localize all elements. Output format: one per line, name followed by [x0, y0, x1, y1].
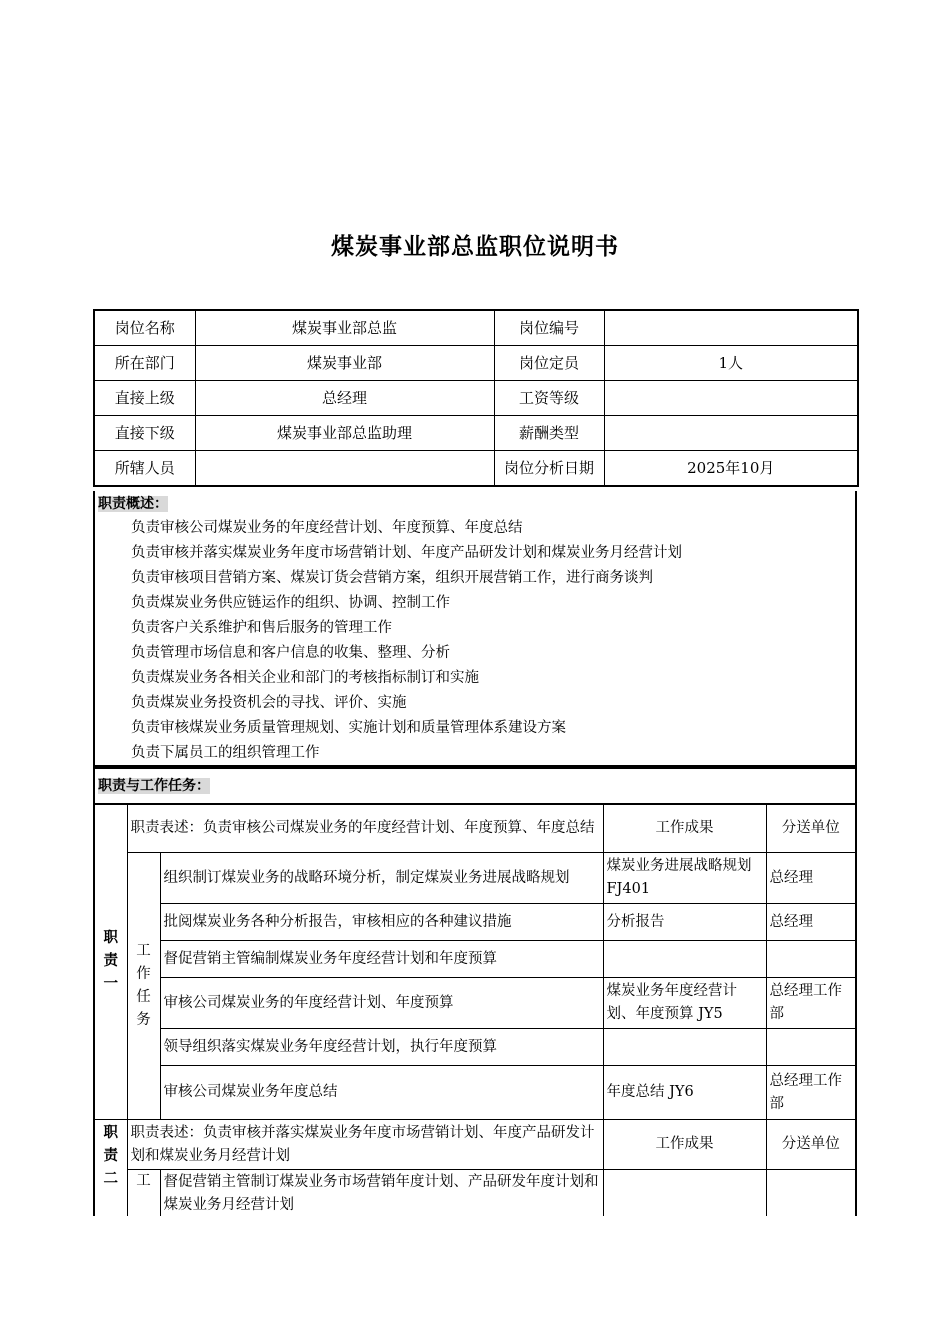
duty1-desc: 职责表述：负责审核公司煤炭业务的年度经营计划、年度预算、年度总结	[127, 804, 603, 853]
table-row	[94, 804, 856, 853]
table-row	[94, 1066, 856, 1120]
table-row	[94, 1170, 856, 1218]
task-label: 工作任务	[127, 853, 160, 1120]
task-text: 督促营销主管编制煤炭业务年度经营计划和年度预算	[160, 941, 603, 978]
task-text: 督促营销主管制订煤炭业务市场营销年度计划、产品研发年度计划和煤炭业务月经营计划	[160, 1170, 603, 1218]
table-row	[94, 310, 858, 346]
summary-item: 负责客户关系维护和售后服务的管理工作	[131, 620, 392, 636]
info-label: 工资等级	[494, 381, 604, 416]
summary-item: 负责煤炭业务各相关企业和部门的考核指标制订和实施	[131, 670, 479, 686]
task-label: 工	[127, 1170, 160, 1218]
summary-item: 负责下属员工的组织管理工作	[131, 745, 320, 761]
task-dest	[766, 1170, 856, 1218]
task-result: 年度总结 JY6	[603, 1066, 766, 1120]
position-info-table	[93, 309, 859, 487]
summary-heading: 职责概述：	[98, 496, 168, 512]
task-dest: 总经理工作部	[766, 978, 856, 1029]
info-label: 直接上级	[94, 381, 195, 416]
info-label: 岗位名称	[94, 310, 195, 346]
col-result-header: 工作成果	[603, 804, 766, 853]
summary-item: 负责煤炭业务供应链运作的组织、协调、控制工作	[131, 595, 450, 611]
table-row	[94, 1029, 856, 1066]
info-value	[604, 310, 858, 346]
info-value: 煤炭事业部总监	[195, 310, 494, 346]
task-text: 审核公司煤炭业务年度总结	[160, 1066, 603, 1120]
page-title: 煤炭事业部总监职位说明书	[331, 234, 619, 260]
summary-item: 负责审核项目营销方案、煤炭订货会营销方案，组织开展营销工作，进行商务谈判	[131, 570, 653, 586]
col-dest-header: 分送单位	[766, 804, 856, 853]
table-row	[94, 941, 856, 978]
table-row	[94, 451, 858, 487]
duties-heading: 职责与工作任务：	[98, 778, 210, 794]
table-row	[94, 346, 858, 381]
summary-item: 负责管理市场信息和客户信息的收集、整理、分析	[131, 645, 450, 661]
duties-heading-bar	[93, 767, 857, 805]
table-row	[94, 853, 856, 904]
task-dest: 总经理	[766, 853, 856, 904]
info-value: 总经理	[195, 381, 494, 416]
task-text: 审核公司煤炭业务的年度经营计划、年度预算	[160, 978, 603, 1029]
info-value	[195, 451, 494, 487]
task-result	[603, 941, 766, 978]
task-text: 批阅煤炭业务各种分析报告，审核相应的各种建议措施	[160, 904, 603, 941]
col-dest-header: 分送单位	[766, 1120, 856, 1170]
info-label: 薪酬类型	[494, 416, 604, 451]
summary-item: 负责审核并落实煤炭业务年度市场营销计划、年度产品研发计划和煤炭业务月经营计划	[131, 545, 682, 561]
page-bottom-margin	[0, 1216, 950, 1344]
duty2-label: 职责二	[94, 1120, 127, 1218]
summary-item: 负责审核煤炭业务质量管理规划、实施计划和质量管理体系建设方案	[131, 720, 566, 736]
table-row	[94, 904, 856, 941]
info-value: 2025年10月	[604, 451, 858, 487]
task-result	[603, 1170, 766, 1218]
duty1-label: 职责一	[94, 804, 127, 1120]
table-row	[94, 381, 858, 416]
info-label: 所辖人员	[94, 451, 195, 487]
info-label: 岗位编号	[494, 310, 604, 346]
info-value	[604, 381, 858, 416]
info-value: 煤炭事业部总监助理	[195, 416, 494, 451]
task-text: 组织制订煤炭业务的战略环境分析，制定煤炭业务进展战略规划	[160, 853, 603, 904]
summary-item: 负责煤炭业务投资机会的寻找、评价、实施	[131, 695, 407, 711]
task-text: 领导组织落实煤炭业务年度经营计划，执行年度预算	[160, 1029, 603, 1066]
task-dest: 总经理工作部	[766, 1066, 856, 1120]
task-result: 煤炭业务进展战略规划 FJ401	[603, 853, 766, 904]
table-row	[94, 1120, 856, 1170]
table-row	[94, 978, 856, 1029]
duty-summary-section	[93, 491, 857, 767]
duty2-desc: 职责表述：负责审核并落实煤炭业务年度市场营销计划、年度产品研发计划和煤炭业务月经营计划	[127, 1120, 603, 1170]
info-value	[604, 416, 858, 451]
duties-table	[93, 803, 857, 1218]
table-row	[94, 416, 858, 451]
info-label: 直接下级	[94, 416, 195, 451]
task-dest	[766, 1029, 856, 1066]
info-label: 所在部门	[94, 346, 195, 381]
col-result-header: 工作成果	[603, 1120, 766, 1170]
task-result	[603, 1029, 766, 1066]
task-dest: 总经理	[766, 904, 856, 941]
info-value: 1人	[604, 346, 858, 381]
summary-item: 负责审核公司煤炭业务的年度经营计划、年度预算、年度总结	[131, 520, 523, 536]
info-value: 煤炭事业部	[195, 346, 494, 381]
task-result: 分析报告	[603, 904, 766, 941]
info-label: 岗位分析日期	[494, 451, 604, 487]
task-dest	[766, 941, 856, 978]
task-result: 煤炭业务年度经营计划、年度预算 JY5	[603, 978, 766, 1029]
info-label: 岗位定员	[494, 346, 604, 381]
